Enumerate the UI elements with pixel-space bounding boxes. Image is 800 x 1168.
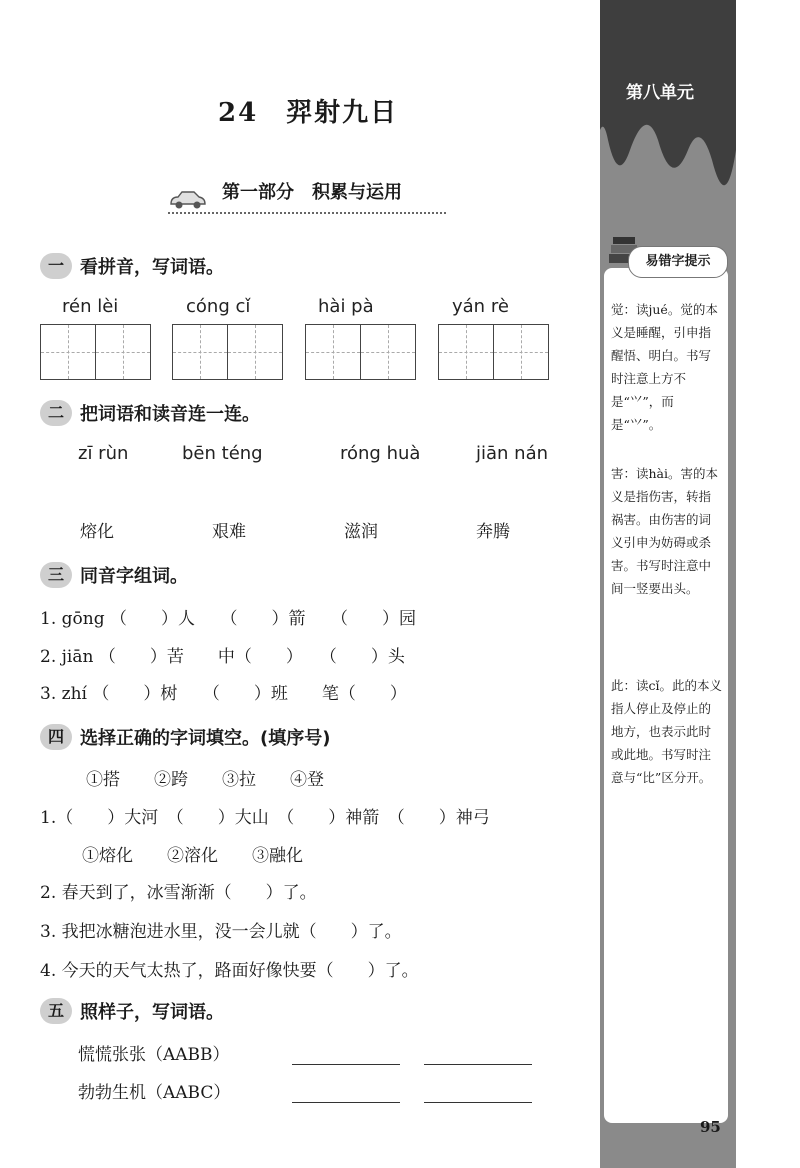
example-2: 勃勃生机（AABC） — [78, 1083, 231, 1103]
pinyin-haipa: hài pà — [318, 296, 374, 317]
sidebar-drip-shape — [600, 0, 736, 260]
pinyin-yanre: yán rè — [452, 296, 509, 317]
section-1-title: 看拼音，写词语。 — [80, 257, 224, 278]
choice-row-3: 3. 我把冰糖泡进水里，没一会儿就（ ）了。 — [40, 922, 402, 942]
homophone-row-3: 3. zhí （ ）树 （ ）班 笔（ ） — [40, 684, 407, 704]
answer-line-2b[interactable] — [424, 1102, 532, 1103]
choice-row-2: 2. 春天到了，冰雪渐渐（ ）了。 — [40, 883, 317, 903]
match-word-3: 滋润 — [344, 522, 378, 542]
tip-hai: 害：读hài。害的本义是指伤害，转指祸害。由伤害的词义引申为妨碍或杀害。书写时注意中间一竖要出头。 — [611, 466, 719, 596]
homophone-row-2: 2. jiān （ ）苦 中（ ） （ ）头 — [40, 647, 405, 667]
writing-grid-3[interactable] — [305, 324, 416, 380]
section-1-heading — [40, 253, 224, 279]
section-4-title: 选择正确的字词填空。(填序号) — [80, 728, 331, 749]
choice-row-1: 1.（ ）大河 （ ）大山 （ ）神箭 （ ）神弓 — [40, 808, 490, 828]
unit-label: 第八单元 — [626, 83, 694, 103]
choice-options-1: ①搭 ②跨 ③拉 ④登 — [86, 770, 324, 790]
section-4-badge: 四 — [40, 724, 72, 750]
answer-line-2a[interactable] — [292, 1102, 400, 1103]
answer-line-1b[interactable] — [424, 1064, 532, 1065]
section-2-title: 把词语和读音连一连。 — [80, 404, 260, 425]
pinyin-renlei: rén lèi — [62, 296, 119, 317]
page-number: 95 — [700, 1118, 721, 1136]
tips-label: 易错字提示 — [628, 246, 728, 278]
match-pinyin-1: zī rùn — [78, 443, 129, 464]
writing-grid-1[interactable] — [40, 324, 151, 380]
tip-ci: 此：读cǐ。此的本义指人停止及停止的地方，也表示此时或此地。书写时注意与“比”区分开。 — [611, 678, 722, 785]
section-4-heading — [40, 724, 330, 750]
homophone-row-1: 1. gōng （ ）人 （ ）箭 （ ）园 — [40, 609, 416, 629]
match-pinyin-4: jiān nán — [476, 443, 549, 464]
section-3-badge: 三 — [40, 562, 72, 588]
car-icon — [168, 188, 208, 212]
section-2-heading — [40, 400, 260, 426]
pinyin-congci: cóng cǐ — [186, 296, 251, 317]
section-5-badge: 五 — [40, 998, 72, 1024]
match-word-4: 奔腾 — [476, 522, 510, 542]
match-word-1: 熔化 — [80, 522, 114, 542]
part-heading: 第一部分 积累与运用 — [222, 182, 402, 203]
dotted-divider — [168, 212, 446, 214]
choice-options-2: ①熔化 ②溶化 ③融化 — [82, 846, 303, 866]
section-3-heading — [40, 562, 188, 588]
choice-row-4: 4. 今天的天气太热了，路面好像快要（ ）了。 — [40, 961, 419, 981]
section-1-badge: 一 — [40, 253, 72, 279]
section-5-title: 照样子，写词语。 — [80, 1002, 224, 1023]
tip-jue: 觉：读jué。觉的本义是睡醒，引申指醒悟、明白。书写时注意上方不是“⺍”，而是“⺍”。 — [611, 302, 718, 432]
section-3-title: 同音字组词。 — [80, 566, 188, 587]
lesson-title: 24 羿射九日 — [218, 98, 399, 128]
match-pinyin-2: bēn téng — [182, 443, 263, 464]
match-word-2: 艰难 — [212, 522, 246, 542]
example-1: 慌慌张张（AABB） — [78, 1045, 230, 1065]
match-pinyin-3: róng huà — [340, 443, 421, 464]
answer-line-1a[interactable] — [292, 1064, 400, 1065]
writing-grid-4[interactable] — [438, 324, 549, 380]
section-5-heading — [40, 998, 224, 1024]
writing-grid-2[interactable] — [172, 324, 283, 380]
section-2-badge: 二 — [40, 400, 72, 426]
